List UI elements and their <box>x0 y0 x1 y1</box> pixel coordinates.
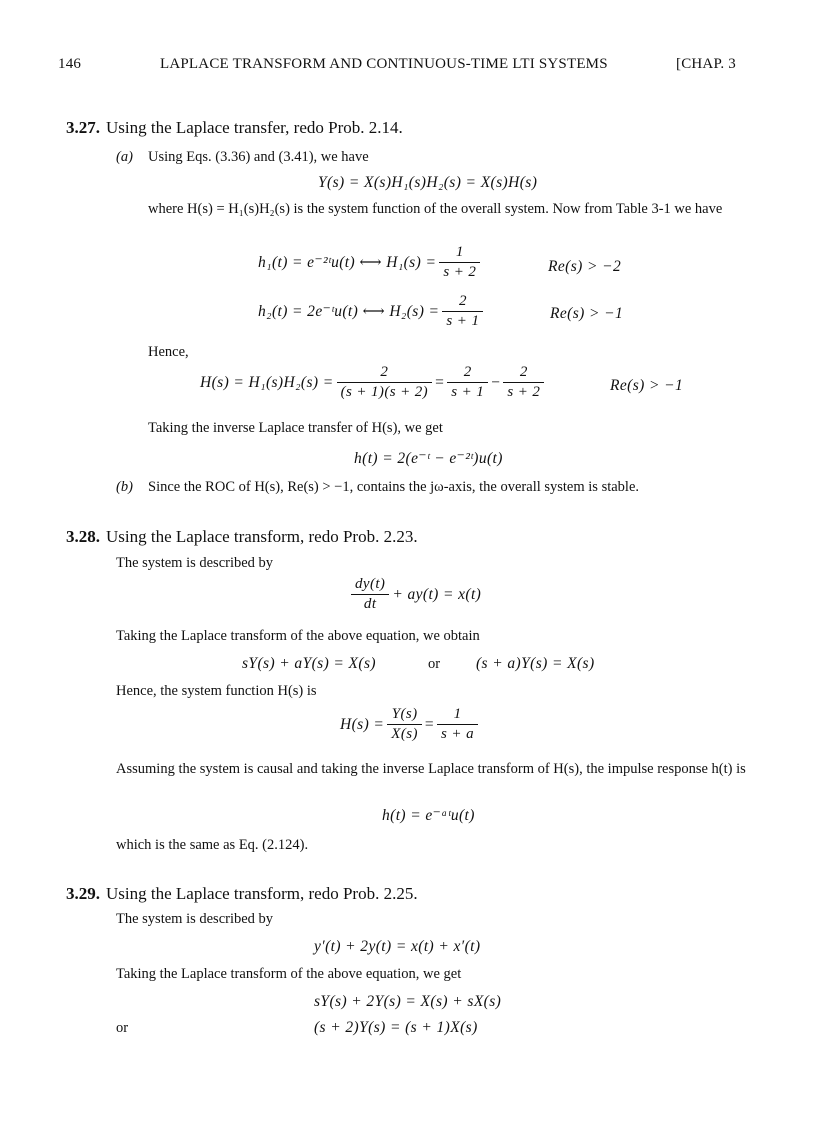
inverse-paragraph: Taking the inverse Laplace transfer of H(s), we get <box>148 420 443 436</box>
problem-number: 3.29. <box>66 884 100 903</box>
fraction: $\frac{2}{s + 2}$ <box>503 364 544 401</box>
equation-system-function: H(s) = $\frac{Y(s)}{X(s)}$ = $\frac{1}{s + a}$ <box>340 706 481 743</box>
same-as-paragraph: which is the same as Eq. (2.124). <box>116 837 309 853</box>
taking-paragraph: Taking the Laplace transform of the above equation, we obtain <box>116 628 480 644</box>
where-paragraph: where H(s) = H₁(s)H₂(s) is the system function of the overall system. Now from Table 3-1 we have <box>148 201 723 217</box>
problem-title: Using the Laplace transfer, redo Prob. 2.14. <box>106 118 403 137</box>
equation-y-of-s: Y(s) = X(s)H₁(s)H₂(s) = X(s)H(s) <box>318 174 538 191</box>
equation-laplace-3: (s + 2)Y(s) = (s + 1)X(s) <box>314 1019 478 1036</box>
part-a-label: (a) <box>116 149 133 165</box>
fraction: $\frac{2}{s + 1}$ <box>447 364 488 401</box>
hence-label: Hence, <box>148 344 189 360</box>
fraction: $\frac{1}{s + a}$ <box>437 706 478 743</box>
problem-3-27-heading <box>66 118 403 138</box>
fraction: $\frac{dy(t)}{dt}$ <box>351 576 389 613</box>
roc-h2: Re(s) > −1 <box>550 305 624 322</box>
problem-3-28-heading <box>66 527 418 547</box>
hence-paragraph: Hence, the system function H(s) is <box>116 683 317 699</box>
part-a-intro: Using Eqs. (3.36) and (3.41), we have <box>148 149 369 165</box>
equation-h-total: H(s) = H₁(s)H₂(s) = $\frac{2}{(s + 1)(s + 2)}$ = $\frac{2}{s + 1}$ − $\frac{2}{s + 2}$ <box>200 364 547 401</box>
or-word: or <box>116 1020 129 1036</box>
equation-differential-2: y′(t) + 2y(t) = x(t) + x′(t) <box>314 938 481 955</box>
equation-h-of-t: h(t) = 2(e⁻ᵗ − e⁻²ᵗ)u(t) <box>354 450 503 467</box>
equation-h1: h₁(t) = e⁻²ᵗu(t) ⟷ H₁(s) = $\frac{1}{s + 2}$ <box>258 244 483 281</box>
equation-laplace-right: (s + a)Y(s) = X(s) <box>476 655 595 672</box>
chapter-label: [CHAP. 3 <box>676 56 736 72</box>
running-title: LAPLACE TRANSFORM AND CONTINUOUS-TIME LTI SYSTEMS <box>160 56 608 72</box>
assuming-paragraph: Assuming the system is causal and taking the inverse Laplace transform of H(s), the impulse response h(t) is <box>116 761 746 777</box>
part-b-text: Since the ROC of H(s), Re(s) > −1, contains the jω-axis, the overall system is stable. <box>148 479 640 495</box>
described-by: The system is described by <box>116 555 274 571</box>
problem-number: 3.27. <box>66 118 100 137</box>
problem-number: 3.28. <box>66 527 100 546</box>
part-b-label: (b) <box>116 479 133 495</box>
fraction: $\frac{2}{s + 1}$ <box>442 293 483 330</box>
problem-title: Using the Laplace transform, redo Prob. 2.25. <box>106 884 418 903</box>
fraction: $\frac{2}{(s + 1)(s + 2)}$ <box>337 364 433 401</box>
page-number: 146 <box>58 56 82 72</box>
fraction: $\frac{1}{s + 2}$ <box>439 244 480 281</box>
equation-h2: h₂(t) = 2e⁻ᵗu(t) ⟷ H₂(s) = $\frac{2}{s + 1}$ <box>258 293 486 330</box>
taking-paragraph: Taking the Laplace transform of the above equation, we get <box>116 966 462 982</box>
fraction: $\frac{Y(s)}{X(s)}$ <box>387 706 422 743</box>
roc-h-total: Re(s) > −1 <box>610 377 684 394</box>
equation-differential: $\frac{dy(t)}{dt}$ + ay(t) = x(t) <box>348 576 481 613</box>
problem-title: Using the Laplace transform, redo Prob. 2.23. <box>106 527 418 546</box>
or-word: or <box>428 656 441 672</box>
described-by: The system is described by <box>116 911 274 927</box>
roc-h1: Re(s) > −2 <box>548 258 622 275</box>
problem-3-29-heading <box>66 884 418 904</box>
equation-laplace-2: sY(s) + 2Y(s) = X(s) + sX(s) <box>314 993 502 1010</box>
equation-impulse-response: h(t) = e⁻ᵃᵗu(t) <box>382 807 475 824</box>
equation-laplace-left: sY(s) + aY(s) = X(s) <box>242 655 376 672</box>
